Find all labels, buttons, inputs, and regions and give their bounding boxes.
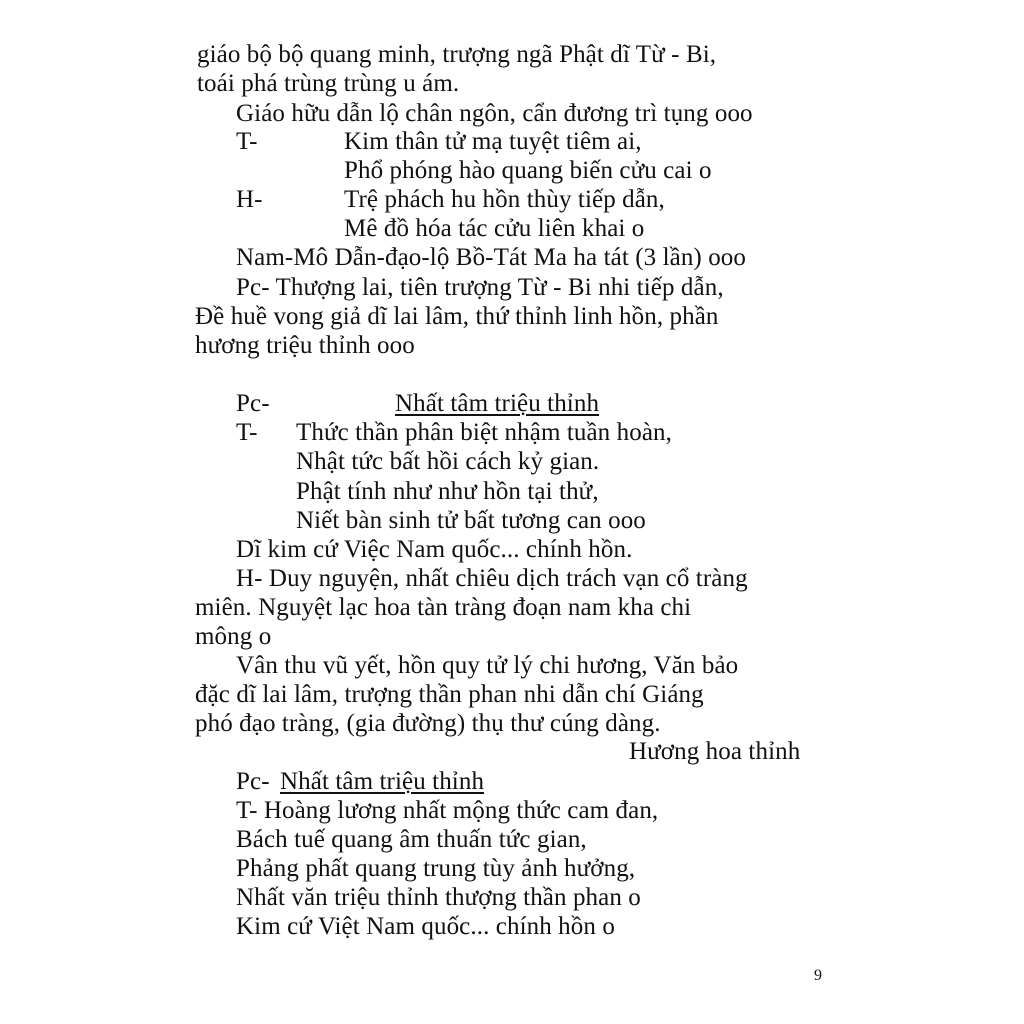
verse-line-5: Thức thần phân biệt nhậm tuần hoàn,	[296, 419, 672, 446]
text-line-24: Hương hoa thỉnh	[629, 738, 801, 765]
text-line-11: hương triệu thỉnh ooo	[195, 332, 415, 359]
text-line-21: Vân thu vũ yết, hồn quy tử lý chi hương, Văn bảo	[236, 652, 739, 679]
verse-line-3: Trệ phách hu hồn thùy tiếp dẫn,	[344, 186, 665, 213]
verse-label-h: H-	[236, 186, 263, 213]
verse-line-1: Kim thân tử mạ tuyệt tiêm ai,	[344, 128, 642, 155]
text-line-9: Pc- Thượng lai, tiên trượng Từ - Bi nhi tiếp dẫn,	[236, 274, 724, 301]
verse-line-10: Bách tuế quang âm thuấn tức gian,	[236, 826, 587, 853]
section-heading-2: Nhất tâm triệu thỉnh	[280, 768, 485, 795]
text-line-10: Đề huề vong giả dĩ lai lâm, thứ thỉnh linh hồn, phần	[195, 303, 719, 330]
section-label-pc-1: Pc-	[236, 390, 270, 417]
verse-line-11: Phảng phất quang trung tùy ảnh hưởng,	[236, 855, 636, 882]
text-line-23: phó đạo tràng, (gia đường) thụ thư cúng dàng.	[195, 710, 661, 737]
text-line-17: Dĩ kim cứ Việc Nam quốc... chính hồn.	[236, 536, 633, 563]
verse-line-4: Mê đồ hóa tác cửu liên khai o	[344, 215, 645, 242]
verse-line-8: Niết bàn sinh tử bất tương can ooo	[296, 507, 646, 534]
verse-line-6: Nhật tức bất hồi cách kỷ gian.	[296, 448, 600, 475]
text-line-18: H- Duy nguyện, nhất chiêu dịch trách vạn cổ tràng	[236, 565, 748, 592]
text-line-8: Nam-Mô Dẫn-đạo-lộ Bồ-Tát Ma ha tát (3 lần) ooo	[236, 244, 747, 271]
page-number: 9	[814, 967, 822, 984]
verse-line-12: Nhất văn triệu thỉnh thượng thần phan o	[236, 884, 641, 911]
verse-line-13: Kim cứ Việt Nam quốc... chính hồn o	[236, 913, 615, 940]
text-line-20: mông o	[195, 623, 272, 650]
text-line-3: Giáo hữu dẫn lộ chân ngôn, cẩn đương trì tụng ooo	[236, 100, 753, 127]
text-line-19: miên. Nguyệt lạc hoa tàn tràng đoạn nam kha chi	[195, 594, 692, 621]
verse-line-7: Phật tính như như hồn tại thử,	[296, 478, 599, 505]
text-line-1: giáo bộ bộ quang minh, trượng ngã Phật dĩ Từ - Bi,	[197, 41, 717, 68]
verse-label-t: T-	[236, 128, 258, 155]
verse-label-t-2: T-	[236, 419, 258, 446]
verse-line-2: Phổ phóng hào quang biến cửu cai o	[344, 157, 712, 184]
text-line-2: toái phá trùng trùng u ám.	[197, 70, 460, 97]
verse-line-9: T- Hoàng lương nhất mộng thức cam đan,	[236, 797, 659, 824]
section-label-pc-2: Pc-	[236, 768, 270, 795]
text-line-22: đặc dĩ lai lâm, trượng thần phan nhi dẫn chí Giáng	[195, 681, 704, 708]
section-heading-1: Nhất tâm triệu thỉnh	[395, 390, 600, 417]
